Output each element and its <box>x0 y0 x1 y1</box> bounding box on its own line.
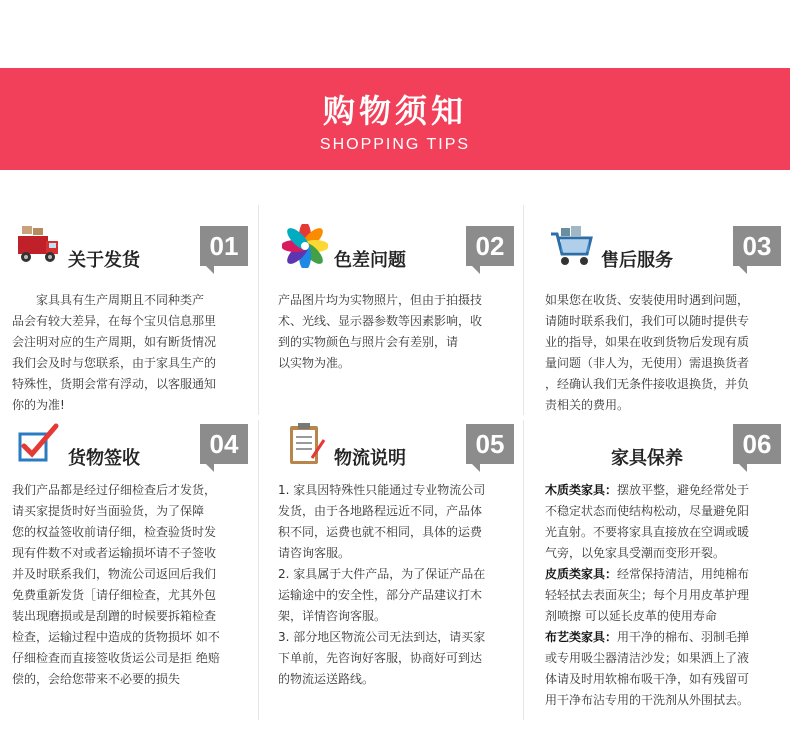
text-line: 木质类家具：摆放平整，避免经常处于 <box>545 483 750 497</box>
text-line: 我们会及时与您联系，由于家具生产的 <box>12 356 217 370</box>
text-line: 的物流运送路线。 <box>278 672 375 686</box>
delivery-truck-icon <box>16 224 62 268</box>
text-line: 体请及时用软棉布吸干净，如有残留可 <box>545 672 750 686</box>
text-line: 到的实物颜色与照片会有差别，请 <box>278 335 459 349</box>
card-number-badge: 01 <box>200 226 248 266</box>
text-line: 气旁，以免家具受潮而变形开裂。 <box>545 546 726 560</box>
text-line: 产品图片均为实物照片，但由于拍摄技 <box>278 293 483 307</box>
banner-subtitle: SHOPPING TIPS <box>319 136 471 153</box>
card-header <box>12 422 252 482</box>
clipboard-icon <box>282 422 328 466</box>
text-line: 请买家提货时好当面验货，为了保障 <box>12 504 205 518</box>
text-line: 装出现磨损或是刮蹭的时候要拆箱检查 <box>12 609 217 623</box>
card-title: 货物签收 <box>68 448 140 469</box>
column-divider <box>258 205 259 415</box>
text-line: 3. 部分地区物流公司无法到达，请买家 <box>278 630 486 644</box>
text-line: 皮质类家具：经常保持清洁，用纯棉布 <box>545 567 750 581</box>
text-line: 检查，运输过程中造成的货物损坏 如不 <box>12 630 220 644</box>
text-line: 家具具有生产周期且不同种类产 <box>36 293 205 307</box>
text-line: ，经确认我们无条件接收退换货，并负 <box>545 377 750 391</box>
card-title: 售后服务 <box>601 250 673 271</box>
column-divider <box>523 420 524 720</box>
text-line: 运输途中的安全性，部分产品建议打木 <box>278 588 483 602</box>
text-line: 不稳定状态而使结构松动，尽量避免阳 <box>545 504 750 518</box>
card-number-badge: 06 <box>733 424 781 464</box>
text-line: 偿的，会给您带来不必要的损失 <box>12 672 181 686</box>
text-line: 如果您在收货、安装使用时遇到问题， <box>545 293 750 307</box>
checkbox-sign-icon <box>16 422 62 466</box>
card-number-badge: 04 <box>200 424 248 464</box>
text-line: 术、光线、显示器参数等因素影响，收 <box>278 314 483 328</box>
card-header <box>545 224 785 284</box>
text-line: 免费重新发货［请仔细检查，尤其外包 <box>12 588 217 602</box>
card-text <box>545 480 777 711</box>
card-text <box>278 290 518 374</box>
shopping-tips-banner <box>0 68 790 170</box>
text-line: 仔细检查而直接签收货运公司是拒 绝赔 <box>12 651 220 665</box>
section-label: 皮质类家具： <box>545 567 618 581</box>
card-title: 物流说明 <box>334 448 406 469</box>
text-line: 用干净布沾专用的干洗剂从外围拭去。 <box>545 693 750 707</box>
text-line: 架，详情咨询客服。 <box>278 609 387 623</box>
text-line: 现有件数不对或者运输损坏请不子签收 <box>12 546 217 560</box>
text-line: 你的为准! <box>12 398 65 412</box>
card-title: 色差问题 <box>334 250 406 271</box>
card-text <box>12 480 252 690</box>
text-line: 特殊性，货期会常有浮动，以客服通知 <box>12 377 217 391</box>
text-line: 积不同，运费也就不相同，具体的运费 <box>278 525 483 539</box>
card-header <box>278 422 518 482</box>
card-title: 关于发货 <box>68 250 140 271</box>
card-title: 家具保养 <box>611 448 683 469</box>
text-line: 或专用吸尘器清洁沙发；如果洒上了液 <box>545 651 750 665</box>
text-line: 请随时联系我们，我们可以随时提供专 <box>545 314 750 328</box>
card-text <box>12 290 252 416</box>
text-line: 以实物为准。 <box>278 356 351 370</box>
text-line: 品会有较大差异，在每个宝贝信息那里 <box>12 314 217 328</box>
text-line: 剂喷擦 可以延长皮革的使用寿命 <box>545 609 717 623</box>
text-line: 您的权益签收前请仔细，检查验货时发 <box>12 525 217 539</box>
column-divider <box>523 205 524 415</box>
column-divider <box>258 420 259 720</box>
text-line: 2. 家具属于大件产品，为了保证产品在 <box>278 567 486 581</box>
text-line: 责相关的费用。 <box>545 398 630 412</box>
section-label: 布艺类家具： <box>545 630 618 644</box>
text-line: 光直射。不要将家具直接放在空调或暖 <box>545 525 750 539</box>
card-text <box>278 480 518 690</box>
card-header <box>12 224 252 284</box>
text-line: 布艺类家具：用干净的棉布、羽制毛掸 <box>545 630 750 644</box>
text-line: 会注明对应的生产周期，如有断货情况 <box>12 335 217 349</box>
color-wheel-icon <box>282 224 328 268</box>
card-text <box>545 290 785 416</box>
section-label: 木质类家具： <box>545 483 618 497</box>
card-number-badge: 05 <box>466 424 514 464</box>
text-line: 量问题（非人为，无使用）需退换货者 <box>545 356 750 370</box>
text-line: 请咨询客服。 <box>278 546 351 560</box>
shopping-cart-icon <box>549 224 595 268</box>
text-line: 并及时联系我们，物流公司返回后我们 <box>12 567 217 581</box>
text-line: 发货，由于各地路程远近不同，产品体 <box>278 504 483 518</box>
card-header <box>278 224 518 284</box>
card-number-badge: 03 <box>733 226 781 266</box>
card-number-badge: 02 <box>466 226 514 266</box>
card-header <box>545 422 785 482</box>
text-line: 业的指导，如果在收到货物后发现有质 <box>545 335 750 349</box>
text-line: 轻轻拭去表面灰尘；每个月用皮革护理 <box>545 588 750 602</box>
banner-title: 购物须知 <box>322 92 467 130</box>
text-line: 下单前，先咨询好客服，协商好可到达 <box>278 651 483 665</box>
text-line: 1. 家具因特殊性只能通过专业物流公司 <box>278 483 486 497</box>
text-line: 我们产品都是经过仔细检查后才发货， <box>12 483 217 497</box>
